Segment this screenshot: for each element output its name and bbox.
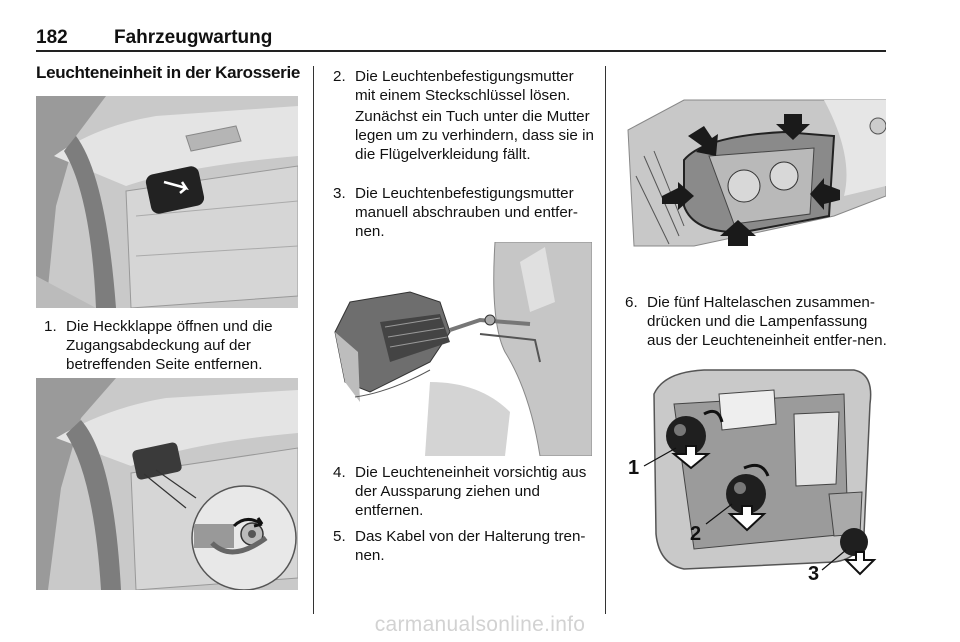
header-rule [36, 50, 886, 52]
bulb-label-2: 2 [690, 523, 702, 545]
bulb-label-3: 3 [808, 563, 820, 582]
page-number: 182 [36, 27, 68, 48]
figure-trunk-access-cover [36, 96, 298, 308]
column-divider-1 [313, 66, 314, 614]
figure-lamp-removal [330, 242, 592, 456]
bulb-label-1: 1 [628, 457, 640, 479]
figure-trunk-nut-detail [36, 378, 298, 590]
figure-lamp-holder-bulbs [624, 364, 886, 582]
watermark-footer: carmanualsonline.info [374, 613, 586, 636]
column-divider-2 [605, 66, 606, 614]
list-item-note: Zunächst ein Tuch unter die Mutter legen um zu verhindern, dass sie in die Flügelverkleidung fällt. [355, 108, 594, 163]
section-title: Leuchteneinheit in der Karosserie [36, 63, 301, 82]
figure-lamp-retaining-tabs [624, 96, 886, 252]
page-title: Fahrzeugwartung [114, 27, 273, 48]
